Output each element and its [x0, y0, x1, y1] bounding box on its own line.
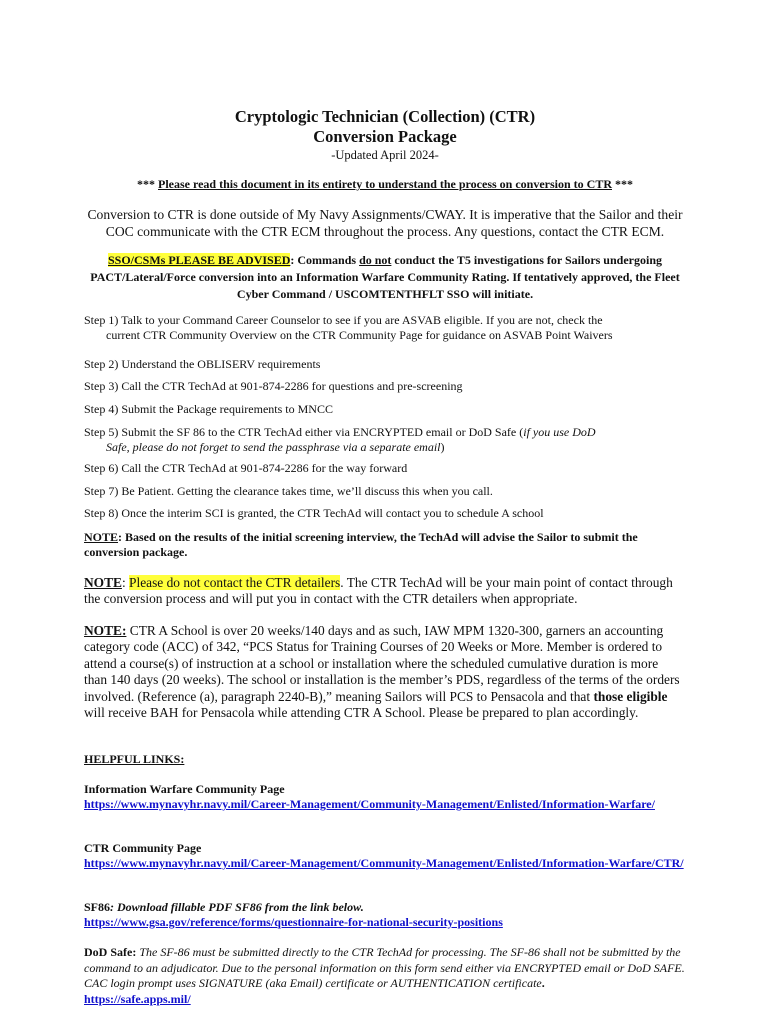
note-label: NOTE: [84, 623, 127, 638]
ctr-link[interactable]: https://www.mynavyhr.navy.mil/Career-Management/Community-Management/Enlisted/Information-Warfare/CTR/ [84, 856, 684, 870]
step-3: Step 3) Call the CTR TechAd at 901-874-2286 for questions and pre-screening [84, 379, 463, 393]
title-line-1: Cryptologic Technician (Collection) (CTR) [234, 107, 536, 126]
dod-safe-text: The SF-86 must be submitted directly to the CTR TechAd for processing. The SF-86 shall not be submitted by the command to an adjudicator. Due to the personal information on this form send either via ENCRYPTED email or DoD SAFE. CAC login prompt uses SIGNATURE (aka Email) certificate or AUTHENTICATION certificate [84, 945, 685, 990]
note-detailers-colon: : [121, 575, 130, 590]
document-title [0, 107, 770, 147]
note-screening [84, 530, 684, 560]
dod-safe-link[interactable]: https://safe.apps.mil/ [84, 991, 191, 1006]
note-label: NOTE [84, 530, 119, 544]
step-1-line-2: current CTR Community Overview on the CTR Community Page for guidance on ASVAB Point Waivers [106, 328, 613, 342]
note-a-school [84, 623, 684, 721]
advisory-highlight: SSO/CSMs PLEASE BE ADVISED [108, 253, 291, 267]
sf86-line [84, 900, 684, 915]
step-8: Step 8) Once the interim SCI is granted, the CTR TechAd will contact you to schedule A school [84, 506, 544, 520]
step-6: Step 6) Call the CTR TechAd at 901-874-2286 for the way forward [84, 461, 408, 475]
sf86-link[interactable]: https://www.gsa.gov/reference/forms/questionnaire-for-national-security-positions [84, 915, 503, 929]
step-1-line-1: Step 1) Talk to your Command Career Counselor to see if you are ASVAB eligible. If you are not, check the [84, 313, 603, 327]
iwc-link[interactable]: https://www.mynavyhr.navy.mil/Career-Management/Community-Management/Enlisted/Information-Warfare/ [84, 797, 655, 811]
step-5-tail: ) [440, 440, 445, 454]
step-7: Step 7) Be Patient. Getting the clearance takes time, we’ll discuss this when you call. [84, 484, 493, 498]
note-detailers-highlight: Please do not contact the CTR detailers [129, 575, 341, 590]
intro-paragraph: Conversion to CTR is done outside of My Navy Assignments/CWAY. It is imperative that the Sailor and their COC communicate with the CTR ECM throughout the process. Any questions, contact the CTR ECM. [87, 207, 683, 239]
advisory-do-not: do not [359, 253, 392, 267]
banner-prefix: *** [137, 177, 158, 191]
sso-advisory [84, 252, 686, 303]
read-entirely-banner [0, 177, 770, 192]
sf86-text: : Download fillable PDF SF86 from the link below. [110, 900, 364, 914]
note-screening-text: : Based on the results of the initial screening interview, the TechAd will advise the Sailor to submit the conversion package. [84, 530, 638, 559]
step-5-line-1: Step 5) Submit the SF 86 to the CTR TechAd either via ENCRYPTED email or DoD Safe ( [84, 425, 524, 439]
dod-safe-label: DoD Safe: [84, 945, 137, 959]
step-5-italic-1: if you use DoD [523, 425, 596, 439]
banner-suffix: *** [612, 177, 633, 191]
ctr-link-title: CTR Community Page [84, 841, 202, 855]
step-4: Step 4) Submit the Package requirements to MNCC [84, 402, 333, 416]
note-detailers [84, 575, 684, 608]
iwc-link-block [84, 782, 684, 812]
title-line-2: Conversion Package [313, 127, 457, 146]
updated-date: -Updated April 2024- [331, 148, 439, 162]
iwc-link-title: Information Warfare Community Page [84, 782, 285, 796]
ctr-link-block [84, 841, 684, 871]
advisory-rest: conduct the T5 investigations for Sailors undergoing PACT/Lateral/Force conversion into an Information Warfare Community Rating. If tentatively approved, the Fleet Cyber Command / USCOMTENTHFLT SSO will initiate. [90, 253, 680, 301]
helpful-links-heading: HELPFUL LINKS: [84, 752, 185, 766]
note-a-school-bold: those eligible [593, 688, 668, 704]
step-5 [84, 425, 684, 455]
note-a-school-text-a: CTR A School is over 20 weeks/140 days and as such, IAW MPM 1320-300, garners an accounting category code (ACC) of 342, “PCS Status for Training Courses of 20 Weeks or More. Member is ordered to attend a course(s) of instruction at a school or installation where the scheduled cumulative duration is more than 140 days (20 weeks). The school or installation is the member’s PDS, regardless of the terms of the orders involved. (Reference (a), paragraph 2240-B),” meaning Sailors will PCS to Pensacola and that [84, 623, 680, 704]
dod-safe-block [84, 945, 689, 1007]
advisory-colon: : Commands [290, 253, 360, 267]
note-label: NOTE [84, 575, 122, 590]
sf86-label: SF86 [84, 900, 111, 914]
note-detailers-text: . The CTR TechAd will be your main point of contact through the conversion process and will put you in contact with the CTR detailers when appropriate. [84, 575, 673, 607]
step-1 [84, 313, 684, 343]
banner-text: Please read this document in its entirety to understand the process on conversion to CTR [158, 177, 612, 191]
step-5-italic-2: Safe, please do not forget to send the passphrase via a separate email [106, 440, 441, 454]
note-a-school-text-b: will receive BAH for Pensacola while attending CTR A School. Please be prepared to plan accordingly. [84, 705, 639, 721]
step-2: Step 2) Understand the OBLISERV requirements [84, 357, 321, 371]
dod-safe-period: . [541, 976, 545, 990]
sf86-link-block [84, 900, 684, 930]
